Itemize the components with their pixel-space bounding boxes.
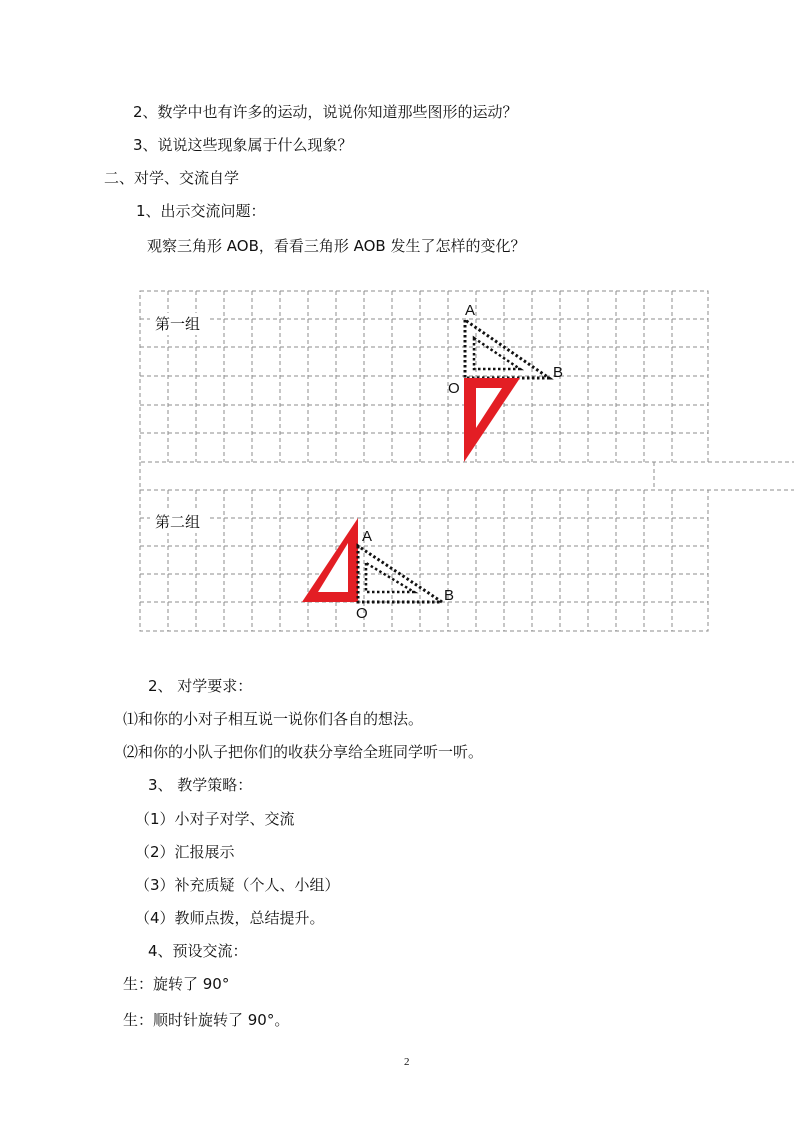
- item-1: 1、出示交流问题：: [136, 202, 266, 220]
- observe-instruction: 观察三角形 AOB，看看三角形 AOB 发生了怎样的变化？: [147, 237, 526, 255]
- question-2: 2、数学中也有许多的运动，说说你知道那些图形的运动？: [133, 103, 518, 121]
- group-1-label: 第一组: [155, 316, 201, 333]
- requirement-1: ⑴和你的小对子相互说一说你们各自的想法。: [123, 710, 424, 728]
- grid-middle-band: [140, 462, 794, 490]
- strategy-4: （4）教师点拨，总结提升。: [135, 909, 325, 927]
- item-2: 2、 对学要求：: [148, 677, 253, 695]
- item-4: 4、预设交流：: [148, 942, 248, 960]
- question-3: 3、说说这些现象属于什么现象？: [133, 136, 353, 154]
- answer-1: 生：旋转了 90°: [123, 975, 230, 993]
- grid-upper: [140, 291, 708, 462]
- answer-2: 生：顺时针旋转了 90°。: [123, 1011, 290, 1029]
- strategy-2: （2）汇报展示: [135, 843, 235, 861]
- group-1-point-b: B: [553, 364, 564, 381]
- grid-lower: [140, 490, 708, 631]
- page-number: 2: [404, 1056, 410, 1068]
- group-1-original-triangle: [465, 320, 549, 378]
- group-2-point-b: B: [444, 587, 455, 604]
- item-3: 3、 教学策略：: [148, 776, 253, 794]
- group-2-label: 第二组: [155, 514, 201, 531]
- strategy-1: （1）小对子对学、交流: [135, 810, 295, 828]
- group-2-point-o: O: [356, 605, 368, 622]
- requirement-2: ⑵和你的小队子把你们的收获分享给全班同学听一听。: [123, 743, 484, 761]
- group-2-rotated-triangle: [302, 518, 358, 602]
- group-2-point-a: A: [362, 528, 373, 545]
- group-1-point-a: A: [465, 302, 476, 319]
- group-1-point-o: O: [448, 380, 460, 397]
- group-1-rotated-triangle: [464, 378, 520, 462]
- section-heading: 二、对学、交流自学: [104, 169, 240, 187]
- strategy-3: （3）补充质疑（个人、小组）: [135, 876, 340, 894]
